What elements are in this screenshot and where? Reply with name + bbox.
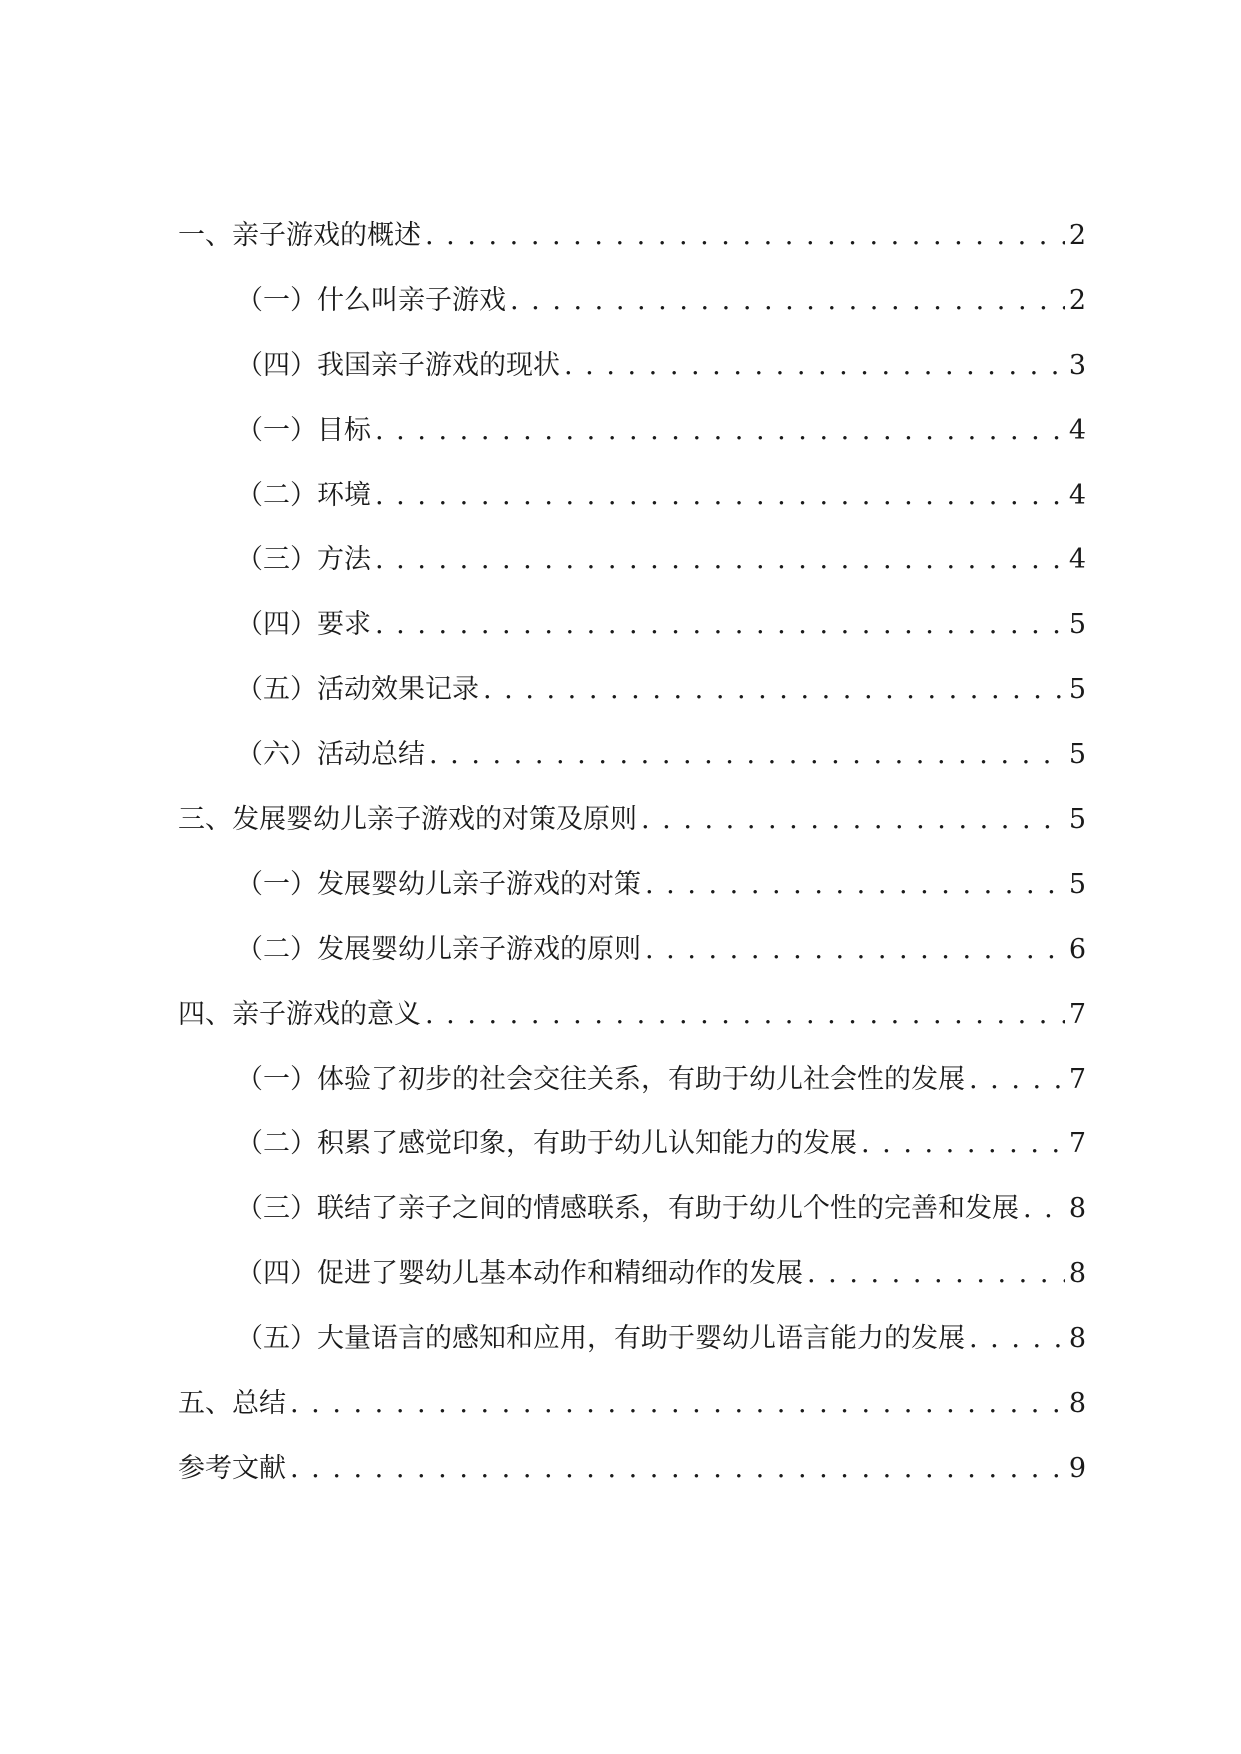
toc-entry[interactable] bbox=[178, 741, 1086, 806]
toc-page-number: 6 bbox=[1068, 933, 1086, 965]
dot-leader bbox=[425, 222, 1065, 249]
toc-entry-title: （五）活动效果记录 bbox=[236, 674, 479, 706]
toc-entry[interactable] bbox=[178, 1390, 1086, 1455]
toc-entry-title: （五）大量语言的感知和应用，有助于婴幼儿语言能力的发展 bbox=[236, 1323, 965, 1355]
dot-leader bbox=[564, 352, 1065, 379]
toc-entry[interactable] bbox=[178, 1130, 1086, 1195]
toc-entry[interactable] bbox=[178, 1260, 1086, 1325]
toc-entry-title: 参考文献 bbox=[178, 1452, 286, 1484]
toc-page-number: 8 bbox=[1068, 1388, 1086, 1420]
dot-leader bbox=[429, 741, 1065, 768]
toc-entry[interactable] bbox=[178, 1063, 1086, 1131]
toc-page-number: 4 bbox=[1068, 414, 1086, 446]
toc-entry[interactable] bbox=[178, 933, 1086, 1001]
toc-entry-title: 一、亲子游戏的概述 bbox=[178, 220, 421, 251]
toc-entry[interactable] bbox=[178, 222, 1086, 287]
toc-page-number: 8 bbox=[1068, 1193, 1086, 1225]
toc-entry-title: 四、亲子游戏的意义 bbox=[178, 998, 421, 1030]
dot-leader bbox=[290, 1455, 1065, 1482]
toc-entry-title: （一）体验了初步的社会交往关系，有助于幼儿社会性的发展 bbox=[236, 1063, 965, 1095]
toc-entry[interactable] bbox=[178, 806, 1086, 871]
dot-leader bbox=[1023, 1195, 1065, 1222]
toc-entry-title: （一）目标 bbox=[236, 414, 371, 446]
dot-leader bbox=[645, 871, 1065, 898]
toc-page-number: 7 bbox=[1068, 998, 1086, 1030]
toc-entry-title: （一）发展婴幼儿亲子游戏的对策 bbox=[236, 868, 641, 900]
dot-leader bbox=[969, 1325, 1065, 1352]
toc-page-number: 2 bbox=[1068, 220, 1086, 251]
toc-entry[interactable] bbox=[178, 676, 1086, 741]
toc-entry-title: （四）要求 bbox=[236, 609, 371, 641]
toc-entry[interactable] bbox=[178, 546, 1086, 611]
toc-page-number: 4 bbox=[1068, 544, 1086, 576]
toc-entry[interactable] bbox=[178, 1452, 1086, 1520]
dot-leader bbox=[483, 676, 1065, 703]
dot-leader bbox=[375, 546, 1065, 573]
dot-leader bbox=[645, 936, 1065, 963]
toc-page-number: 2 bbox=[1068, 284, 1086, 316]
toc-entry-title: （二）发展婴幼儿亲子游戏的原则 bbox=[236, 933, 641, 965]
dot-leader bbox=[375, 611, 1065, 638]
toc-page-number: 3 bbox=[1068, 349, 1086, 381]
dot-leader bbox=[425, 1001, 1065, 1028]
toc-entry-title: （六）活动总结 bbox=[236, 739, 425, 771]
toc-page-number: 4 bbox=[1068, 479, 1086, 511]
dot-leader bbox=[969, 1066, 1065, 1093]
dot-leader bbox=[807, 1260, 1065, 1287]
toc-entry-title: （二）积累了感觉印象，有助于幼儿认知能力的发展 bbox=[236, 1128, 857, 1160]
dot-leader bbox=[861, 1130, 1065, 1157]
toc-page-number: 7 bbox=[1068, 1063, 1086, 1095]
toc-page-number: 5 bbox=[1068, 868, 1086, 900]
toc-page-number: 5 bbox=[1068, 739, 1086, 771]
toc-entry[interactable] bbox=[178, 349, 1086, 417]
toc-page-number: 8 bbox=[1068, 1323, 1086, 1355]
toc-entry[interactable] bbox=[178, 611, 1086, 676]
toc-page-number: 8 bbox=[1068, 1258, 1086, 1290]
dot-leader bbox=[375, 417, 1065, 444]
toc-entry[interactable] bbox=[178, 284, 1086, 352]
dot-leader bbox=[641, 806, 1065, 833]
toc-entry-title: （三）联结了亲子之间的情感联系，有助于幼儿个性的完善和发展 bbox=[236, 1193, 1019, 1225]
toc-entry[interactable] bbox=[178, 998, 1086, 1066]
toc-entry-title: （二）环境 bbox=[236, 479, 371, 511]
toc-entry-title: （一）什么叫亲子游戏 bbox=[236, 284, 506, 316]
toc-entry-title: （四）我国亲子游戏的现状 bbox=[236, 349, 560, 381]
table-of-contents bbox=[178, 222, 1086, 1520]
toc-entry-title: 五、总结 bbox=[178, 1388, 286, 1420]
toc-page-number: 5 bbox=[1068, 804, 1086, 836]
toc-entry[interactable] bbox=[178, 1325, 1086, 1390]
toc-page-number: 5 bbox=[1068, 674, 1086, 706]
toc-page-number: 7 bbox=[1068, 1128, 1086, 1160]
dot-leader bbox=[510, 287, 1065, 314]
dot-leader bbox=[290, 1390, 1065, 1417]
toc-page-number: 5 bbox=[1068, 609, 1086, 641]
toc-entry[interactable] bbox=[178, 414, 1086, 482]
toc-entry[interactable] bbox=[178, 479, 1086, 547]
toc-page-number: 9 bbox=[1068, 1452, 1086, 1484]
toc-entry[interactable] bbox=[178, 1195, 1086, 1260]
toc-entry-title: （三）方法 bbox=[236, 544, 371, 576]
toc-entry-title: （四）促进了婴幼儿基本动作和精细动作的发展 bbox=[236, 1258, 803, 1290]
toc-entry[interactable] bbox=[178, 868, 1086, 936]
dot-leader bbox=[375, 482, 1065, 509]
toc-entry-title: 三、发展婴幼儿亲子游戏的对策及原则 bbox=[178, 804, 637, 836]
